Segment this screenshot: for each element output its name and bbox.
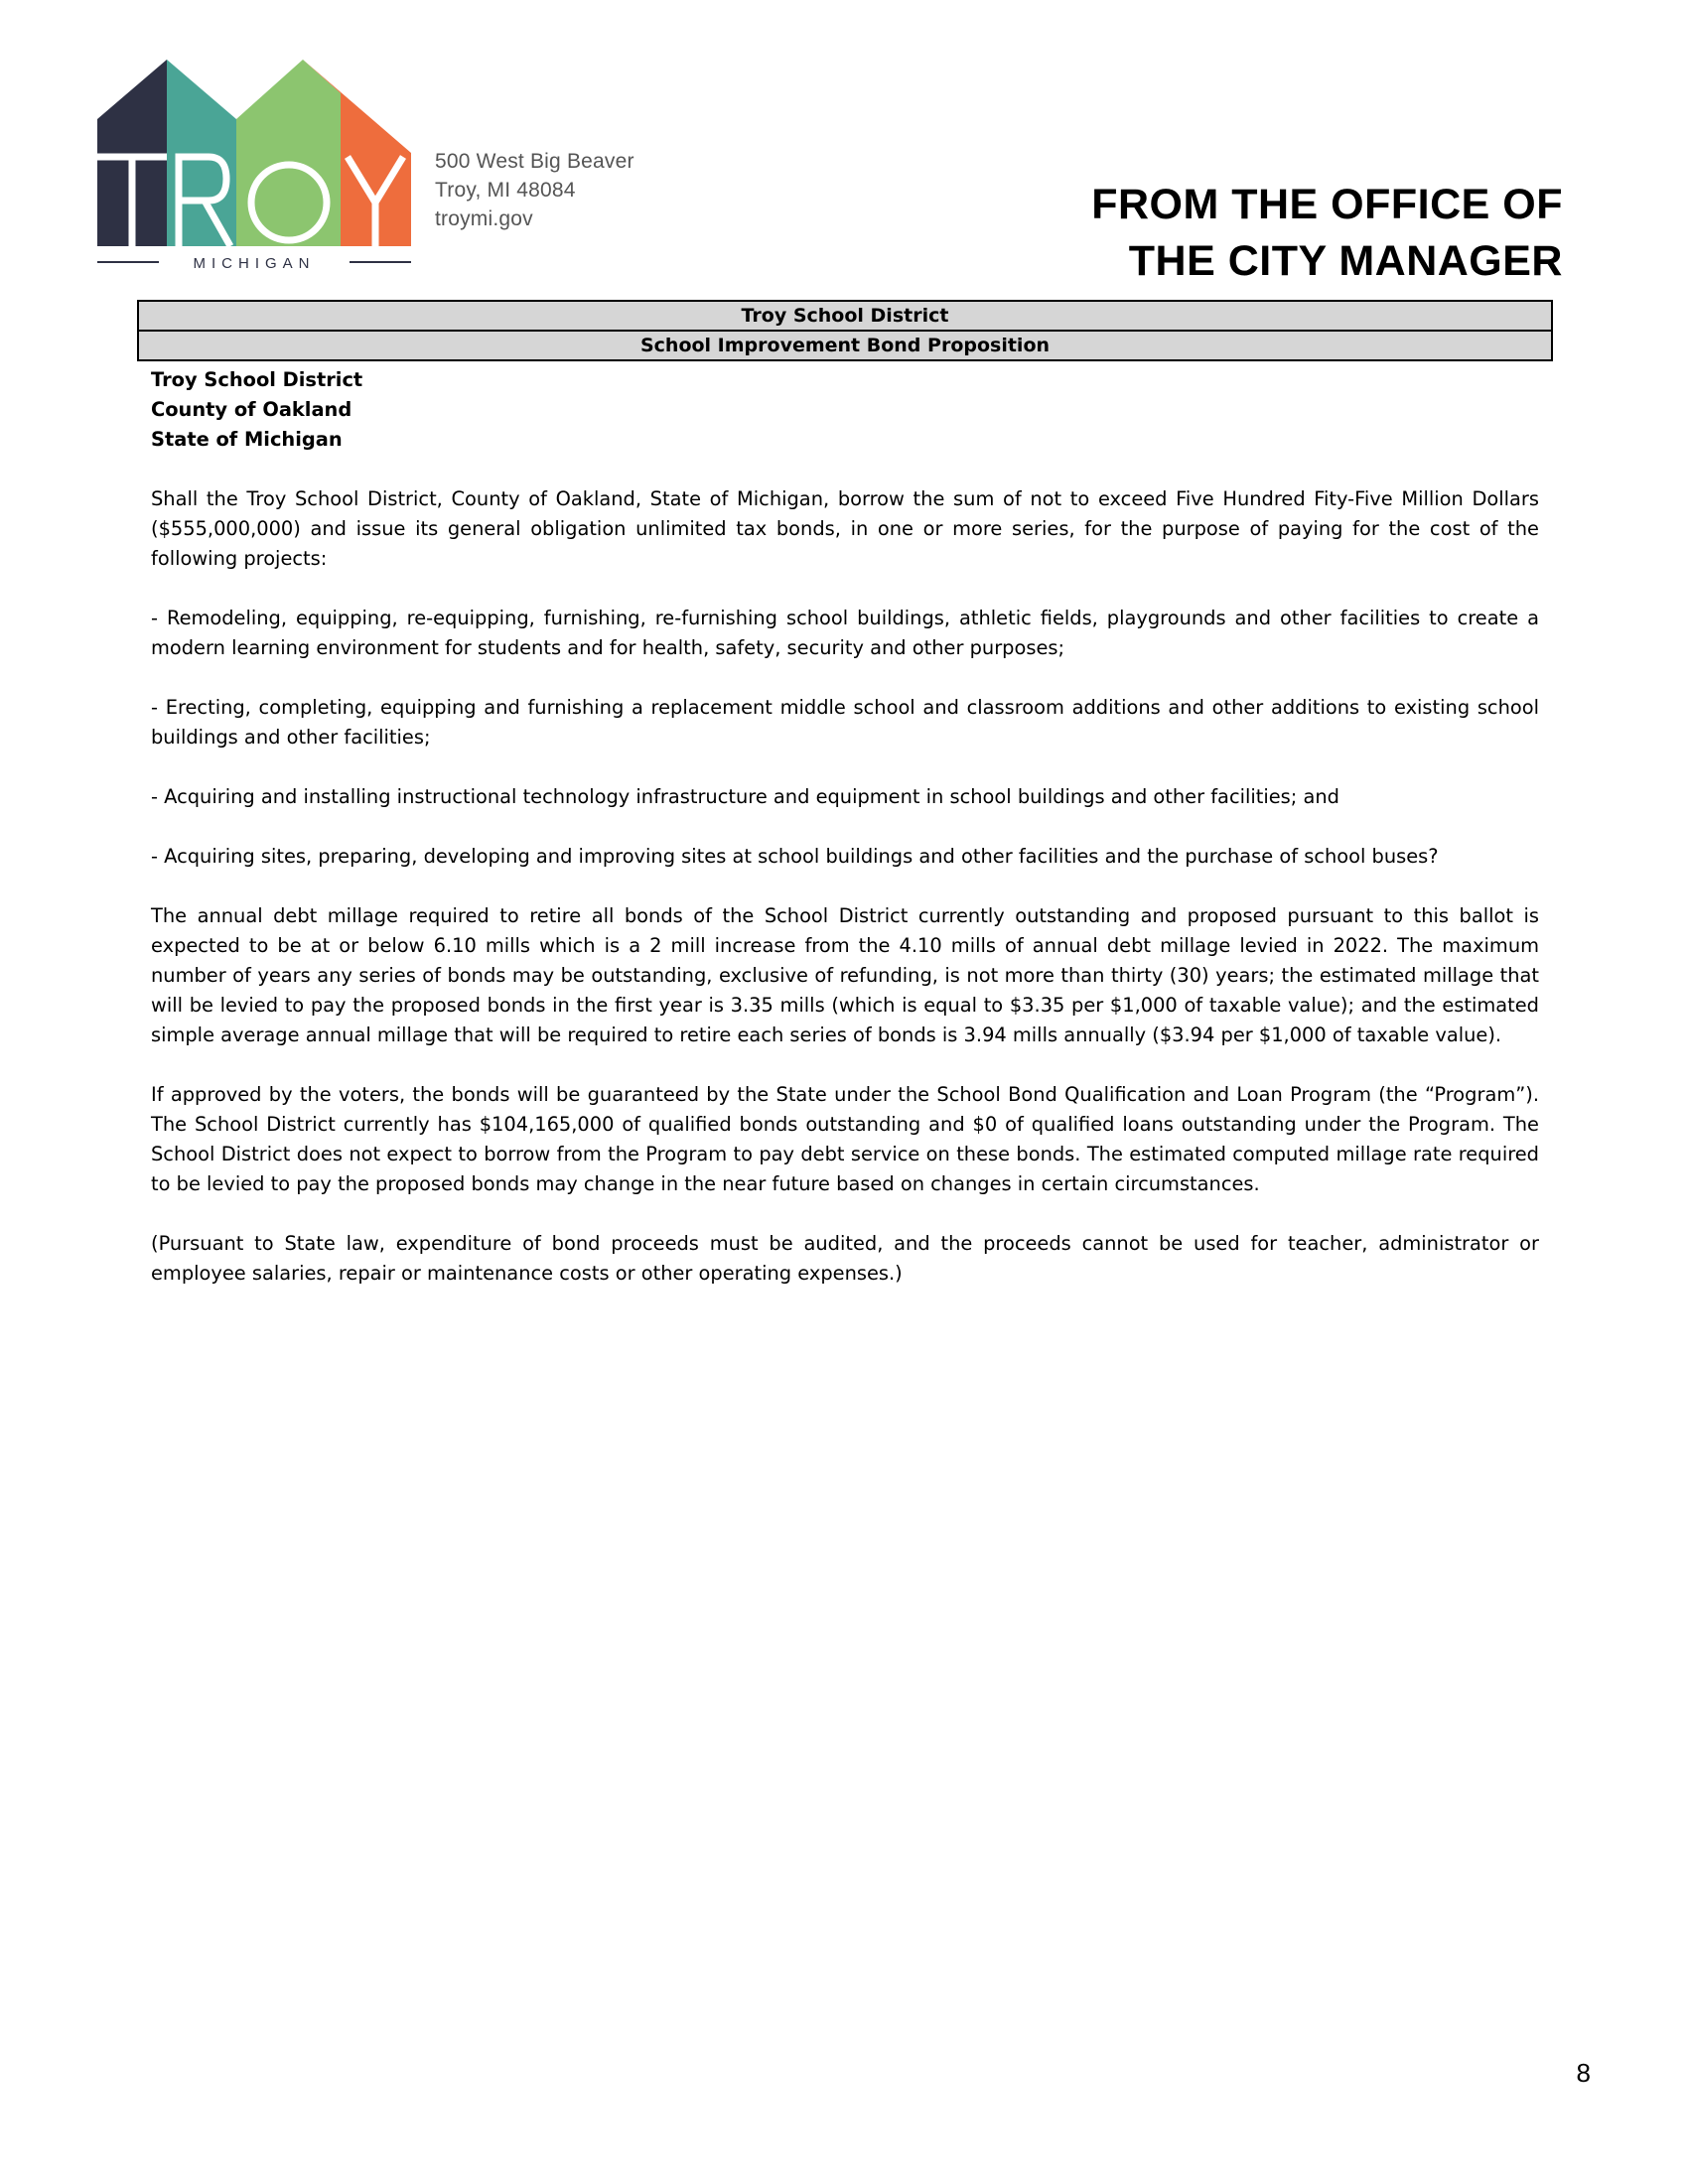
- state-name: State of Michigan: [151, 428, 343, 451]
- paragraph-state-law: (Pursuant to State law, expenditure of bond proceeds must be audited, and the proceeds cannot be used for teacher, administrator or employee salaries, repair or maintenance costs or other operating expenses.): [151, 1232, 1539, 1285]
- district-name: Troy School District: [151, 368, 363, 391]
- city-address: [435, 147, 634, 233]
- address-street: 500 West Big Beaver: [435, 150, 634, 173]
- logo-michigan-text: MICHIGAN: [193, 255, 316, 272]
- proposition-body: [151, 365, 1539, 1318]
- address-website[interactable]: troymi.gov: [435, 207, 533, 230]
- district-block: [151, 365, 1539, 455]
- office-heading: [1091, 177, 1563, 290]
- paragraph-millage: The annual debt millage required to retire all bonds of the School District currently outstanding and proposed pursuant to this ballot is expected to be at or below 6.10 mills which is a 2 mill increase from the 4.10 mills of annual debt millage levied in 2022. The maximum number of years any series of bonds may be outstanding, exclusive of refunding, is not more than thirty (30) years; the estimated millage that will be levied to pay the proposed bonds in the first year is 3.35 mills (which is equal to $3.35 per $1,000 of taxable value); and the estimated simple average annual millage that will be required to retire each series of bonds is 3.94 mills annually ($3.94 per $1,000 of taxable value).: [151, 904, 1539, 1046]
- paragraph-project-erecting: - Erecting, completing, equipping and furnishing a replacement middle school and classroom additions and other additions to existing school buildings and other facilities;: [151, 696, 1539, 749]
- page-number: 8: [1576, 2058, 1591, 2088]
- address-city: Troy, MI 48084: [435, 179, 576, 202]
- proposition-district-title: Troy School District: [741, 305, 949, 327]
- paragraph-project-sites: - Acquiring sites, preparing, developing and improving sites at school buildings and other facilities and the purchase of school buses?: [151, 845, 1439, 868]
- county-name: County of Oakland: [151, 398, 352, 421]
- paragraph-guarantee: If approved by the voters, the bonds will be guaranteed by the State under the School Bond Qualification and Loan Program (the “Program”). The School District currently has $104,165,000 of qualified bonds outstanding and $0 of qualified loans outstanding under the Program. The School District does not expect to borrow from the Program to pay debt service on these bonds. The estimated computed millage rate required to be levied to pay the proposed bonds may change in the near future based on changes in certain circumstances.: [151, 1083, 1539, 1195]
- proposition-header-box: [137, 300, 1553, 361]
- troy-logo: [97, 58, 411, 272]
- office-heading-line2: THE CITY MANAGER: [1128, 237, 1563, 285]
- paragraph-borrow-question: Shall the Troy School District, County of Oakland, State of Michigan, borrow the sum of not to exceed Five Hundred Fity-Five Million Dollars ($555,000,000) and issue its general obligation unlimited tax bonds, in one or more series, for the purpose of paying for the cost of the following projects:: [151, 487, 1539, 570]
- paragraph-project-remodeling: - Remodeling, equipping, re-equipping, furnishing, re-furnishing school buildings, athletic fields, playgrounds and other facilities to create a modern learning environment for students and for health, safety, security and other purposes;: [151, 607, 1539, 659]
- proposition-title: School Improvement Bond Proposition: [139, 330, 1551, 359]
- paragraph-project-technology: - Acquiring and installing instructional technology infrastructure and equipment in school buildings and other facilities; and: [151, 785, 1339, 808]
- office-heading-line1: FROM THE OFFICE OF: [1091, 181, 1563, 228]
